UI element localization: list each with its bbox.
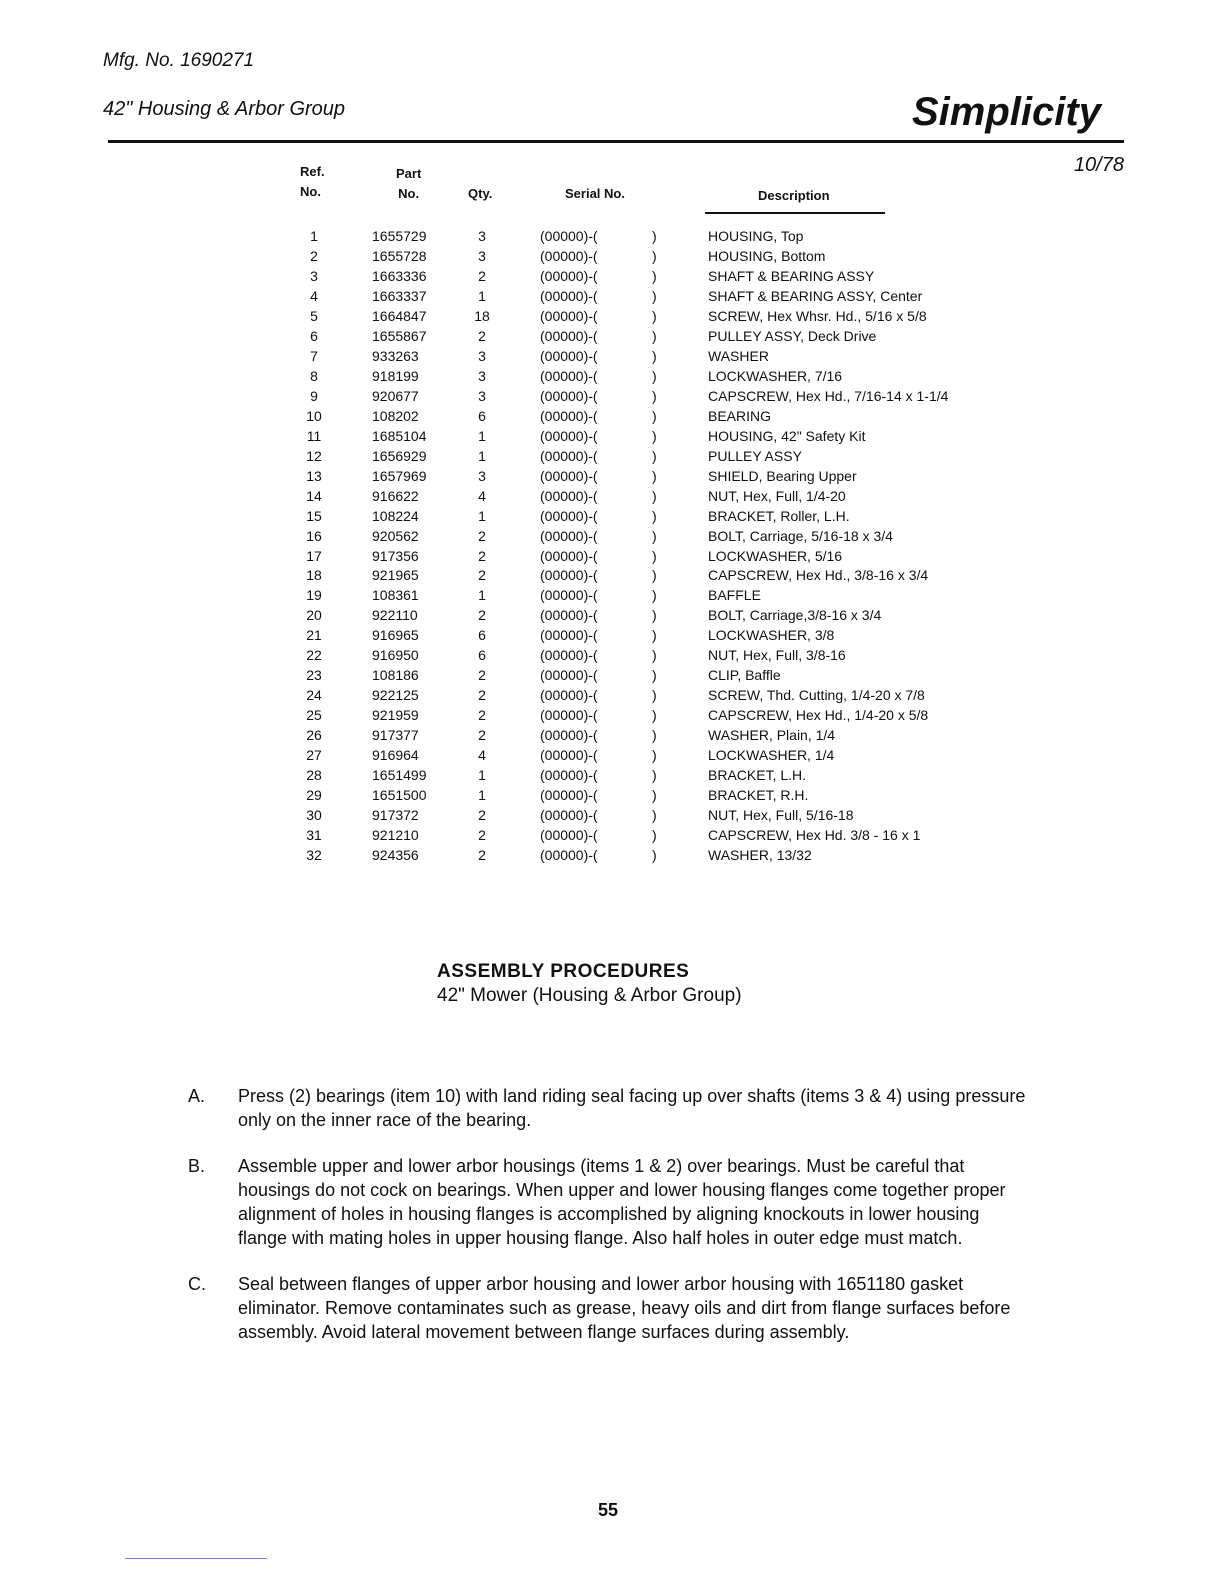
serial-cell: (00000)-(	[540, 547, 598, 564]
quantity-cell: 6	[478, 627, 486, 644]
table-row	[290, 506, 1010, 526]
quantity-cell: 3	[478, 228, 486, 244]
serial-cell: (00000)-(	[540, 747, 598, 764]
part-number-cell: 1655729	[372, 228, 427, 244]
ref-cell: 20	[306, 607, 322, 624]
serial-cell: (00000)-(	[540, 567, 598, 584]
serial-close-cell: )	[652, 727, 657, 744]
serial-cell: (00000)-(	[540, 667, 598, 684]
serial-close-cell: )	[652, 567, 657, 584]
description-cell: CAPSCREW, Hex Hd. 3/8 - 16 x 1	[708, 827, 921, 844]
serial-close-cell: )	[652, 347, 657, 364]
serial-cell: (00000)-(	[540, 787, 598, 804]
step-text: Seal between flanges of upper arbor housing and lower arbor housing with 1651180 gasket eliminator. Remove contaminates such as grease, heavy oils and dirt from flange surfaces before assembly. Avoid lateral movement between flange surfaces during assembly.	[238, 1274, 1011, 1342]
ref-cell: 27	[306, 747, 322, 764]
description-cell: LOCKWASHER, 1/4	[708, 747, 835, 764]
quantity-cell: 4	[478, 747, 486, 764]
quantity-cell: 4	[478, 487, 486, 504]
description-cell: LOCKWASHER, 3/8	[708, 627, 835, 644]
procedures-subtitle: 42" Mower (Housing & Arbor Group)	[437, 985, 742, 1006]
quantity-cell: 6	[478, 407, 486, 424]
part-number-cell: 1655728	[372, 247, 427, 264]
serial-close-cell: )	[652, 307, 657, 324]
serial-close-cell: )	[652, 327, 657, 344]
description-cell: WASHER, 13/32	[708, 847, 812, 864]
ref-cell: 23	[306, 667, 322, 684]
col-qty-header: Qty.	[468, 186, 493, 201]
ref-cell: 14	[306, 487, 322, 504]
part-number-cell: 1651499	[372, 767, 427, 784]
step-letter: B.	[188, 1156, 206, 1176]
ref-cell: 10	[306, 407, 322, 424]
part-number-cell: 108186	[372, 667, 419, 684]
serial-cell: (00000)-(	[540, 687, 598, 704]
manufacturer-number: Mfg. No. 1690271	[103, 50, 255, 71]
table-row	[290, 585, 1010, 605]
ref-cell: 4	[310, 287, 318, 304]
ref-cell: 11	[306, 427, 322, 444]
quantity-cell: 1	[478, 507, 486, 524]
step-letter: A.	[188, 1086, 206, 1106]
quantity-cell: 3	[478, 347, 486, 364]
quantity-cell: 2	[478, 707, 486, 724]
description-cell: WASHER, Plain, 1/4	[708, 727, 836, 744]
part-number-cell: 916622	[372, 487, 419, 504]
serial-cell: (00000)-(	[540, 447, 598, 464]
page-number: 55	[598, 1500, 619, 1520]
table-row	[290, 685, 1010, 705]
serial-cell: (00000)-(	[540, 707, 598, 724]
ref-cell: 31	[306, 827, 322, 844]
quantity-cell: 2	[478, 807, 486, 824]
ref-cell: 6	[310, 327, 318, 344]
description-cell: PULLEY ASSY, Deck Drive	[708, 327, 877, 344]
table-row	[290, 546, 1010, 566]
ref-cell: 25	[306, 707, 322, 724]
description-cell: CAPSCREW, Hex Hd., 3/8-16 x 3/4	[708, 567, 929, 584]
serial-cell: (00000)-(	[540, 287, 598, 304]
serial-cell: (00000)-(	[540, 467, 598, 484]
footer-line	[125, 1558, 267, 1559]
table-row	[290, 426, 1010, 446]
procedure-step	[188, 1084, 1028, 1132]
table-row	[290, 725, 1010, 745]
serial-cell: (00000)-(	[540, 347, 598, 364]
ref-cell: 16	[306, 527, 322, 544]
table-row	[290, 346, 1010, 366]
part-number-cell: 933263	[372, 347, 419, 364]
parts-table	[290, 160, 1010, 864]
part-number-cell: 108224	[372, 507, 419, 524]
description-cell: SHAFT & BEARING ASSY	[708, 267, 875, 284]
serial-cell: (00000)-(	[540, 827, 598, 844]
serial-close-cell: )	[652, 407, 657, 424]
procedures-heading	[437, 960, 742, 1008]
part-number-cell: 1656929	[372, 447, 427, 464]
ref-cell: 32	[306, 847, 322, 864]
serial-close-cell: )	[652, 707, 657, 724]
description-cell: CLIP, Baffle	[708, 667, 781, 684]
serial-cell: (00000)-(	[540, 767, 598, 784]
serial-cell: (00000)-(	[540, 607, 598, 624]
description-cell: HOUSING, 42" Safety Kit	[708, 427, 866, 444]
serial-close-cell: )	[652, 587, 657, 604]
serial-close-cell: )	[652, 387, 657, 404]
table-row	[290, 266, 1010, 286]
description-cell: HOUSING, Top	[708, 228, 804, 244]
description-cell: LOCKWASHER, 5/16	[708, 547, 843, 564]
ref-cell: 2	[310, 247, 318, 264]
description-cell: LOCKWASHER, 7/16	[708, 367, 843, 384]
table-row	[290, 745, 1010, 765]
part-number-cell: 922125	[372, 687, 419, 704]
serial-close-cell: )	[652, 847, 657, 864]
quantity-cell: 2	[478, 547, 486, 564]
part-number-cell: 1685104	[372, 427, 427, 444]
table-row	[290, 805, 1010, 825]
quantity-cell: 1	[478, 587, 486, 604]
ref-cell: 19	[306, 587, 322, 604]
quantity-cell: 1	[478, 787, 486, 804]
part-number-cell: 917356	[372, 547, 419, 564]
quantity-cell: 3	[478, 387, 486, 404]
ref-cell: 21	[306, 627, 322, 644]
part-number-cell: 1663336	[372, 267, 427, 284]
col-serial-header: Serial No.	[565, 186, 625, 201]
ref-cell: 9	[310, 387, 318, 404]
part-number-cell: 920677	[372, 387, 419, 404]
serial-close-cell: )	[652, 527, 657, 544]
table-row	[290, 785, 1010, 805]
ref-cell: 17	[306, 547, 322, 564]
table-row	[290, 446, 1010, 466]
quantity-cell: 2	[478, 727, 486, 744]
parts-table-body	[290, 226, 1010, 865]
serial-cell: (00000)-(	[540, 367, 598, 384]
part-number-cell: 924356	[372, 847, 419, 864]
description-cell: BOLT, Carriage,3/8-16 x 3/4	[708, 607, 882, 624]
table-row	[290, 366, 1010, 386]
serial-cell: (00000)-(	[540, 487, 598, 504]
serial-close-cell: )	[652, 287, 657, 304]
serial-close-cell: )	[652, 787, 657, 804]
col-description-header: Description	[758, 188, 830, 203]
quantity-cell: 2	[478, 607, 486, 624]
serial-cell: (00000)-(	[540, 327, 598, 344]
table-row	[290, 705, 1010, 725]
ref-cell: 28	[306, 767, 322, 784]
quantity-cell: 2	[478, 267, 486, 284]
ref-cell: 24	[306, 687, 322, 704]
ref-cell: 5	[310, 307, 318, 324]
serial-close-cell: )	[652, 667, 657, 684]
quantity-cell: 2	[478, 687, 486, 704]
serial-close-cell: )	[652, 228, 657, 244]
table-row	[290, 765, 1010, 785]
table-row	[290, 665, 1010, 685]
quantity-cell: 18	[474, 307, 490, 324]
quantity-cell: 1	[478, 447, 486, 464]
table-row	[290, 286, 1010, 306]
ref-cell: 15	[306, 507, 322, 524]
ref-cell: 8	[310, 367, 318, 384]
serial-cell: (00000)-(	[540, 807, 598, 824]
brand-logo: Simplicity	[912, 90, 1101, 134]
quantity-cell: 2	[478, 567, 486, 584]
quantity-cell: 1	[478, 427, 486, 444]
step-text: Press (2) bearings (item 10) with land riding seal facing up over shafts (items 3 & 4) using pressure only on the inner race of the bearing.	[238, 1086, 1026, 1130]
group-title: 42" Housing & Arbor Group	[103, 98, 346, 120]
part-number-cell: 918199	[372, 367, 419, 384]
serial-cell: (00000)-(	[540, 247, 598, 264]
part-number-cell: 916964	[372, 747, 419, 764]
part-number-cell: 108202	[372, 407, 419, 424]
ref-cell: 3	[310, 267, 318, 284]
ref-cell: 1	[310, 228, 318, 244]
quantity-cell: 1	[478, 287, 486, 304]
table-row	[290, 486, 1010, 506]
serial-cell: (00000)-(	[540, 507, 598, 524]
description-underline	[705, 212, 885, 214]
ref-cell: 26	[306, 727, 322, 744]
part-number-cell: 921959	[372, 707, 419, 724]
description-cell: NUT, Hex, Full, 3/8-16	[708, 647, 846, 664]
part-number-cell: 916950	[372, 647, 419, 664]
serial-close-cell: )	[652, 647, 657, 664]
description-cell: SHIELD, Bearing Upper	[708, 467, 857, 484]
description-cell: BRACKET, Roller, L.H.	[708, 507, 850, 524]
description-cell: BRACKET, L.H.	[708, 767, 807, 784]
serial-cell: (00000)-(	[540, 727, 598, 744]
ref-cell: 7	[310, 347, 318, 364]
description-cell: NUT, Hex, Full, 5/16-18	[708, 807, 854, 824]
col-ref-header: Ref. No.	[300, 164, 325, 199]
part-number-cell: 922110	[372, 607, 418, 624]
table-row	[290, 306, 1010, 326]
serial-cell: (00000)-(	[540, 527, 598, 544]
part-number-cell: 921965	[372, 567, 419, 584]
description-cell: WASHER	[708, 347, 769, 364]
serial-close-cell: )	[652, 367, 657, 384]
description-cell: PULLEY ASSY	[708, 447, 802, 464]
part-number-cell: 1663337	[372, 287, 427, 304]
part-number-cell: 1657969	[372, 467, 427, 484]
table-row	[290, 625, 1010, 645]
serial-close-cell: )	[652, 827, 657, 844]
table-row	[290, 466, 1010, 486]
serial-close-cell: )	[652, 427, 657, 444]
table-row	[290, 386, 1010, 406]
table-row	[290, 845, 1010, 865]
description-cell: SCREW, Thd. Cutting, 1/4-20 x 7/8	[708, 687, 925, 704]
part-number-cell: 1655867	[372, 327, 427, 344]
serial-cell: (00000)-(	[540, 627, 598, 644]
table-row	[290, 605, 1010, 625]
quantity-cell: 2	[478, 847, 486, 864]
ref-cell: 18	[306, 567, 322, 584]
serial-close-cell: )	[652, 247, 657, 264]
serial-cell: (00000)-(	[540, 407, 598, 424]
description-cell: CAPSCREW, Hex Hd., 7/16-14 x 1-1/4	[708, 387, 949, 404]
ref-cell: 12	[306, 447, 322, 464]
part-number-cell: 920562	[372, 527, 419, 544]
quantity-cell: 6	[478, 647, 486, 664]
serial-cell: (00000)-(	[540, 307, 598, 324]
description-cell: SHAFT & BEARING ASSY, Center	[708, 287, 923, 304]
quantity-cell: 2	[478, 827, 486, 844]
step-letter: C.	[188, 1274, 206, 1294]
description-cell: NUT, Hex, Full, 1/4-20	[708, 487, 846, 504]
table-row	[290, 825, 1010, 845]
description-cell: BRACKET, R.H.	[708, 787, 809, 804]
col-part-header: Part No.	[396, 166, 422, 201]
serial-close-cell: )	[652, 467, 657, 484]
serial-close-cell: )	[652, 687, 657, 704]
procedure-steps	[188, 1084, 1028, 1366]
step-text: Assemble upper and lower arbor housings (items 1 & 2) over bearings. Must be careful that housings do not cock on bearings. When upper and lower housing flanges come together proper alignment of holes in housing flanges is accomplished by aligning knockouts in lower housing flange with mating holes in upper housing flange. Also half holes in outer edge must match.	[238, 1156, 1006, 1248]
ref-cell: 22	[306, 647, 322, 664]
serial-cell: (00000)-(	[540, 267, 598, 284]
part-number-cell: 916965	[372, 627, 419, 644]
quantity-cell: 3	[478, 467, 486, 484]
quantity-cell: 3	[478, 367, 486, 384]
serial-close-cell: )	[652, 487, 657, 504]
quantity-cell: 2	[478, 327, 486, 344]
description-cell: CAPSCREW, Hex Hd., 1/4-20 x 5/8	[708, 707, 929, 724]
description-cell: SCREW, Hex Whsr. Hd., 5/16 x 5/8	[708, 307, 927, 324]
serial-close-cell: )	[652, 767, 657, 784]
table-row	[290, 526, 1010, 546]
quantity-cell: 3	[478, 247, 486, 264]
serial-cell: (00000)-(	[540, 387, 598, 404]
serial-close-cell: )	[652, 607, 657, 624]
serial-cell: (00000)-(	[540, 427, 598, 444]
part-number-cell: 917372	[372, 807, 419, 824]
serial-close-cell: )	[652, 507, 657, 524]
part-number-cell: 1651500	[372, 787, 427, 804]
table-row	[290, 226, 1010, 246]
serial-cell: (00000)-(	[540, 647, 598, 664]
description-cell: HOUSING, Bottom	[708, 247, 826, 264]
description-cell: BEARING	[708, 407, 772, 424]
table-row	[290, 406, 1010, 426]
serial-close-cell: )	[652, 547, 657, 564]
part-number-cell: 108361	[372, 587, 419, 604]
ref-cell: 30	[306, 807, 322, 824]
table-row	[290, 645, 1010, 665]
part-number-cell: 917377	[372, 727, 419, 744]
quantity-cell: 2	[478, 667, 486, 684]
table-row	[290, 326, 1010, 346]
procedure-step	[188, 1154, 1028, 1250]
part-number-cell: 1664847	[372, 307, 427, 324]
serial-close-cell: )	[652, 747, 657, 764]
description-cell: BAFFLE	[708, 587, 761, 604]
procedure-step	[188, 1272, 1028, 1344]
revision-date: 10/78	[1073, 154, 1124, 176]
serial-close-cell: )	[652, 627, 657, 644]
serial-close-cell: )	[652, 447, 657, 464]
part-number-cell: 921210	[372, 827, 419, 844]
ref-cell: 29	[306, 787, 322, 804]
serial-close-cell: )	[652, 807, 657, 824]
table-row	[290, 246, 1010, 266]
header-rule	[108, 140, 1124, 143]
quantity-cell: 1	[478, 767, 486, 784]
table-row	[290, 565, 1010, 585]
serial-cell: (00000)-(	[540, 847, 598, 864]
quantity-cell: 2	[478, 527, 486, 544]
parts-table-header	[290, 160, 1010, 212]
ref-cell: 13	[306, 467, 322, 484]
serial-cell: (00000)-(	[540, 587, 598, 604]
procedures-title: ASSEMBLY PROCEDURES	[437, 961, 690, 982]
serial-cell: (00000)-(	[540, 228, 598, 244]
serial-close-cell: )	[652, 267, 657, 284]
description-cell: BOLT, Carriage, 5/16-18 x 3/4	[708, 527, 893, 544]
